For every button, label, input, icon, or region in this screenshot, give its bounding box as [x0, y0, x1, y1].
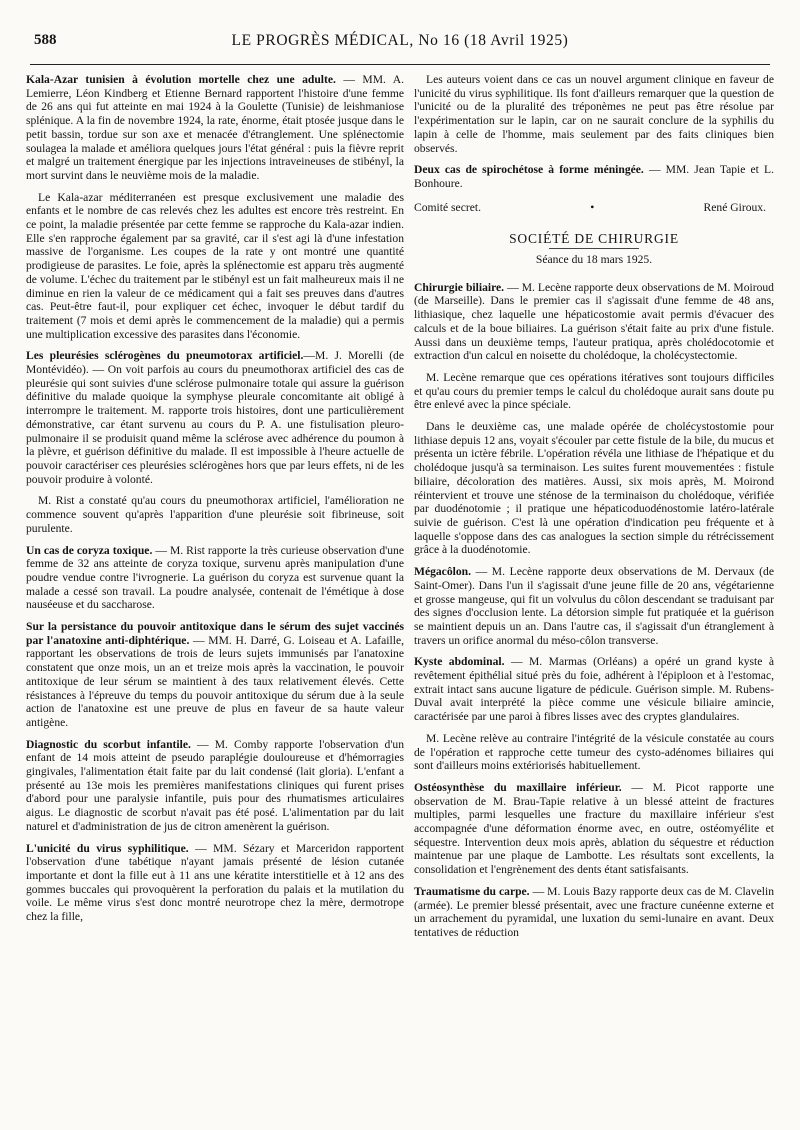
article-paragraph — [414, 655, 774, 724]
header-rule — [30, 64, 770, 65]
article-paragraph — [414, 420, 774, 557]
two-column-body — [26, 73, 774, 948]
article-body: rapporte deux cas de M. Clavelin (armée). Le premier blessé présentait, avec une fracture cunéenne externe et un arrachement du pyramidal, une luxation du semi-lunaire en avant. Deux tentatives de réduction — [414, 884, 775, 939]
article-paragraph — [414, 565, 774, 647]
article-paragraph — [26, 738, 404, 834]
page-number: 588 — [34, 32, 57, 48]
article-authors: — M. Marmas — [504, 655, 587, 669]
article-authors: — M. Rist — [152, 543, 205, 557]
article-paragraph — [414, 73, 774, 155]
article-body: Le Kala-azar méditerranéen est presque exclusivement une maladie des enfants et le nombre de cas relevés chez les adultes est encore très restreint. En ce point, la maladie présentée par cette femme se rapproche du Kala-azar indien. Elle s'en rapproche également par sa gravité, car il s'est agi là d'une infestation massive de l'organisme. Les coupes de la rate y ont montré une quantité prodigieuse de parasites. Le foie, après la splénectomie est apparu très augmenté de volume. L'échec du traitement par le stibényl est un fait malheureux mais il ne diminue en rien la valeur de ce médicament qui a fait ses preuves dans d'autres cas. Peut-être faut-il, pour expliquer cet échec, invoquer le début tardif du traitement (7 mois et demi après le commencement de la maladie) qui a permis une multiplication excessive des parasites dans l'économie. — [26, 190, 404, 341]
article-authors: —M. J. Morelli — [303, 349, 383, 363]
article-title: Traumatisme du carpe. — [414, 884, 530, 898]
article-authors: — MM. A. Lemierre, Léon Kindberg et Etienne Bernard — [26, 73, 405, 100]
article-title: Diagnostic du scorbut infantile. — [26, 737, 191, 751]
article-title: Mégacôlon. — [414, 565, 471, 579]
article-paragraph — [26, 349, 404, 486]
article-paragraph — [26, 842, 404, 924]
article-title: Un cas de coryza toxique. — [26, 543, 153, 557]
article-paragraph — [414, 281, 774, 363]
article-title: Ostéosynthèse du maxillaire inférieur. — [414, 780, 622, 794]
article-authors: — MM. Jean Tapie et L. Bonhoure. — [414, 163, 774, 190]
article-title: Kala-Azar tunisien à évolution mortelle chez une adulte. — [26, 73, 336, 86]
article-title: Kyste abdominal. — [414, 655, 505, 669]
article-paragraph — [414, 371, 774, 412]
article-body: rapporte une observation de M. Brau-Tapie relative à un blessé atteint de fractures multiples, parmi lesquelles une fracture du maxillaire inférieur s'est accompagnée d'une déformation énorme avec, en outre, ostéomyélite et séquestre. Intervention deux mois après, ablation du séquestre et réduction maintenue par une plaque de Lambotte. Les résultats sont excellents, la consolidation et l'engrènement des dents étant satisfaisants. — [414, 780, 774, 877]
article-paragraph — [26, 494, 404, 535]
article-paragraph — [26, 191, 404, 342]
article-body: relève au contraire l'intégrité de la vésicule constatée au cours de l'opération et rapproche cette tumeur des cysto-adénomes biliaires qui sont d'ailleurs moins extériorisés habituellement. — [414, 731, 774, 773]
article-authors: — MM. H. Darré, G. Loiseau et A. Lafaille — [189, 633, 402, 647]
article-paragraph — [414, 885, 774, 940]
society-heading: SOCIÉTÉ DE CHIRURGIE — [509, 231, 679, 247]
comite-secret-line — [414, 201, 774, 215]
article-title: Deux cas de spirochétose à forme méningée. — [414, 163, 644, 177]
left-column — [26, 73, 404, 948]
society-rule — [549, 248, 639, 249]
article-body: , rapportant les observations de trois de leurs sujets immunisés par l'anatoxine constatent que onze mois, un an et treize mois après la vaccination, le pouvoir antitoxique de leur sérum se maintient à des taux relativement élevés. Cette résistances à l'épreuve du temps du pouvoir antitoxique du sérum due à la seule action de l'anatoxine est une preuve de plus en faveur de sa haute valeur antigène. — [26, 633, 404, 729]
article-paragraph — [414, 732, 774, 773]
article-paragraph — [414, 781, 774, 877]
running-head — [26, 30, 774, 54]
article-title: Sur la persistance du pouvoir antitoxique dans le sérum des sujet vaccinés par l'anatoxine anti-diphtérique. — [26, 620, 404, 647]
right-column-top — [414, 73, 774, 191]
article-paragraph — [414, 163, 774, 190]
article-authors: — M. Louis Bazy — [529, 884, 617, 898]
article-authors: — M. Lecène — [504, 280, 572, 294]
seance-date: Séance du 18 mars 1925. — [535, 253, 653, 267]
article-body: rapporte deux observations de M. Dervaux (de Saint-Omer). Dans l'un il s'agissait d'une jeune fille de 20 ans, végétarienne et grosse mangeuse, qui fit un volvulus du côlon descendant se traduisant par des signes d'occlusion lente. La détorsion simple fut pratiquée et la guérison se maintient depuis un an. Dans l'autre cas, il s'agissait d'un étranglement à travers un orifice anormal du méso-côlon transverse. — [414, 565, 774, 647]
right-column-bottom — [414, 281, 774, 940]
signature: René Giroux. — [703, 200, 766, 214]
running-title: LE PROGRÈS MÉDICAL, No 16 (18 Avril 1925) — [231, 32, 569, 49]
article-paragraph — [26, 544, 404, 613]
article-body: rapporte l'observation d'un enfant de 14 mois atteint de pseudo paraplégie douloureuse et d'hémorragies gingivales, l'alimentation était faite par du lait condensé (lait gloria). L'enfant a présenté au 13e mois les premières manifestations cliniques qui furent prises d'abord pour une paralysie infantile, puis pour des rhumatismes articulaires aigus. Le diagnostic de scorbut n'avait pas été posé. L'alimentation par du lait naturel et d'administration de jus de citron amenèrent la guérison. — [26, 737, 405, 833]
article-body: (de Montévidéo). — On voit parfois au cours du pneumothorax artificiel des cas de pleurésie qui sont suivies d'une sclérose pulmonaire totale qui assure la guérison définitive du malade quoique la symphyse pleurale concomitante ait obligé à interrompre le traitement. M. rapporte trois histoires, dont une particulièrement démonstrative, car étant survenu au cours du P. A. une fistulisation pleuro-pulmonaire il se produisit quand même la sclérose avec adhérence du poumon à la plèvre, et guérison définitive du malade. Il est impossible à l'heure actuelle de pouvoir caractériser ces pleurésies sclérogènes hors que par leurs effets, ni de les pouvoir produire à volonté. — [26, 349, 404, 486]
comite-label: Comité secret. — [414, 200, 481, 214]
article-body: rapporte deux observations de M. Moiroud (de Marseille). Dans le premier cas il s'agissait d'une femme de 48 ans, lithiasique, chez laquelle une hépaticostomie avait permis d'évacuer des calculs et de la boue biliaires. La guérison s'était faite au prix d'une fistule. Aussi dans un deuxième temps, l'auteur pratiqua, après cholédocotomie et extraction d'un calcul en noisette du cholédoque, la cholécystectomie. — [414, 280, 774, 363]
article-authors: — M. Lecène — [471, 565, 544, 579]
article-body: a constaté qu'au cours du pneumothorax artificiel, l'amélioration ne commence souvent qu'après l'apparition d'une pleurésie soit fibrineuse, soit purulente. — [26, 494, 404, 535]
article-paragraph — [26, 73, 404, 183]
article-body: rapportent l'observation d'une tabétique n'ayant jamais présenté de lésion cutanée importante et dont la fille eut à 11 ans une kératite interstitielle et à 12 ans des gommes buccales qui provoquèrent la perforation du palais et la mutilation du voile. Le même virus s'est donc montré neurotrope chez la mère, dermotrope chez la fille, — [26, 841, 404, 924]
article-title: L'unicité du virus syphilitique. — [26, 841, 189, 855]
article-title: Les pleurésies sclérogènes du pneumotorax artificiel. — [26, 349, 304, 363]
article-body: Les auteurs voient dans ce cas un nouvel argument clinique en faveur de l'unicité du virus syphilitique. Ils font d'ailleurs remarquer que la question de l'unicité ou de la pluralité des tréponèmes ne peut pas être résolue par l'expérimentation sur le lapin, car on ne saurait conclure de la syphilis du lapin à celle de l'homme, mais seulement par des faits cliniques bien observés. — [414, 73, 774, 155]
separator-dot: • — [590, 200, 595, 214]
article-title: Chirurgie biliaire. — [414, 280, 505, 294]
article-body: rapportent l'histoire d'une femme de 26 ans qui fut atteinte en mai 1924 à la Goulette (Tunisie) de leishmaniose splénique. A la fin de novembre 1924, la rate, énorme, était ptosée jusque dans le petit bassin, tordue sur son axe et menacée d'étranglement. Une splénectomie soulagea la malade et améliora quelques jours l'état général : puis la fièvre reprit et malgré un traitement énergique par les injections intraveineuses de stibényl, la mort survint dans le neuvième mois de la maladie. — [26, 86, 404, 182]
article-authors: — M. Comby — [190, 737, 269, 751]
article-authors: M. Rist — [38, 494, 75, 508]
article-authors: — M. Picot — [621, 780, 700, 794]
article-body: M. Lecène remarque que ces opérations itératives sont toujours difficiles et qu'au cours du premier temps le calcul du cholédoque aurait sans doute pu être enlevé avec la pince spéciale. — [414, 370, 774, 412]
article-body: (Orléans) a opéré un grand kyste à revêtement épithélial situé près du foie, adhérent à l'épiploon et à l'estomac, extrait intact sans aucune ligature de pédicule. Guérison simple. M. Rubens-Duval avait interprété la pièce comme une vésicule biliaire amincie, caractérisée par une paroi à fibres lisses avec des cryptes glandulaires. — [414, 655, 774, 724]
right-column — [414, 73, 774, 948]
article-authors: — MM. Sézary et Marceridon — [188, 841, 350, 855]
article-authors: M. Lecène — [426, 731, 477, 745]
article-body: rapporte la très curieuse observation d'une femme de 32 ans atteinte de coryza toxique, survenu après manipulation d'une poudre vendue contre l'ivrognerie. La guérison du coryza est survenue quant la malade a cessé son travail. La poudre analysée, contenait de l'émétique à dose nauséeuse et du saccharose. — [26, 543, 404, 612]
article-body: Dans le deuxième cas, une malade opérée de cholécystostomie pour lithiase depuis 12 ans, voyait s'écouler par cette fistule de la bile, du mucus et présenta un ictère fébrile. L'opération révéla une lithiase de l'hépatique et du cholédoque jusqu'à sa terminaison. Les suites furent mouvementées : fistule biliaire, décoloration des matières. Aussi, six mois après, M. Moirond réintervient et trouve une sténose de la terminaison du cholédoque, vérifiée par duodénotomie ; il pratique une hépaticoduodénostomie latéro-latérale suivie de guérison. C'est là une opération d'indication peu fréquente et à laquelle s'oppose dans des cas analogues la section simple du rétrécissement grâce à la duodénotomie. — [414, 420, 774, 557]
article-paragraph — [26, 620, 404, 730]
